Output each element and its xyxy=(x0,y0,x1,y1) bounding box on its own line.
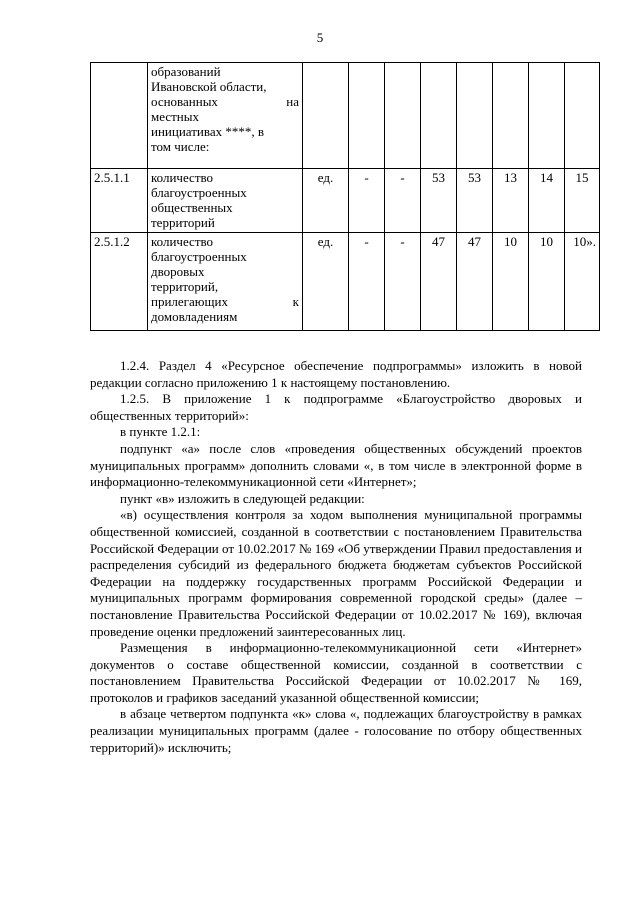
name-line: инициативах ****, в xyxy=(151,124,264,139)
row-value xyxy=(457,63,493,169)
row-value: 53 xyxy=(457,169,493,233)
name-line xyxy=(151,94,299,109)
row-value: 47 xyxy=(457,233,493,331)
paragraph: подпункт «а» после слов «проведения общественных обсуждений проектов муниципальных программ» дополнить словами «, в том числе в электронной форме в информационно-телекоммуникационной сети «Интернет»; xyxy=(90,440,582,490)
row-value xyxy=(385,63,421,169)
table-row xyxy=(91,169,600,233)
name-word: основанных xyxy=(151,94,218,109)
paragraph: «в) осуществления контроля за ходом выполнения муниципальной программы общественной комиссией, созданной в соответствии с постановлением Правительства Российской Федерации от 10.02.2017 № 169 «Об утверждении Правил предоставления и распределения субсидий из федерального бюджета бюджетам субъектов Российской Федерации на поддержку государственных программ Российской Федерации и муниципальных программ формирования современной городской среды» (далее – постановление Правительства Российской Федерации от 10.02.2017 № 169), включая проведение оценки предложений заинтересованных лиц. xyxy=(90,507,582,639)
name-word: к xyxy=(292,294,299,309)
name-line: благоустроенных xyxy=(151,249,247,264)
row-value xyxy=(421,63,457,169)
row-value xyxy=(493,63,529,169)
row-value: 15 xyxy=(565,169,600,233)
indicators-table xyxy=(90,62,600,331)
row-value: - xyxy=(385,233,421,331)
paragraph: в абзаце четвертом подпункта «к» слова «, подлежащих благоустройству в рамках реализации муниципальных программ (далее - голосование по отбору общественных территорий)» исключить; xyxy=(90,706,582,755)
row-number xyxy=(91,63,148,169)
table-row xyxy=(91,63,600,169)
row-value: 10». xyxy=(565,233,600,331)
name-line: общественных xyxy=(151,200,233,215)
name-word: прилегающих xyxy=(151,294,228,309)
row-value xyxy=(529,63,565,169)
row-value: 10 xyxy=(529,233,565,331)
name-line: территорий, xyxy=(151,279,219,294)
paragraph: 1.2.4. Раздел 4 «Ресурсное обеспечение подпрограммы» изложить в новой редакции согласно приложению 1 к настоящему постановлению. xyxy=(90,358,582,390)
name-line: количество xyxy=(151,170,214,185)
paragraph: 1.2.5. В приложение 1 к подпрограмме «Благоустройство дворовых и общественных территорий»: xyxy=(90,391,582,423)
row-value: 47 xyxy=(421,233,457,331)
name-line: благоустроенных xyxy=(151,185,247,200)
paragraph: Размещения в информационно-телекоммуникационной сети «Интернет» документов о составе общественной комиссии, созданной в соответствии с постановлением Правительства Российской Федерации от 10.02.2017 № 169, протоколов и графиков заседаний указанной общественной комиссии; xyxy=(90,640,582,705)
row-value: - xyxy=(349,169,385,233)
row-number: 2.5.1.2 xyxy=(91,233,148,331)
row-name xyxy=(148,63,303,169)
row-unit: ед. xyxy=(303,169,349,233)
row-value: - xyxy=(385,169,421,233)
row-value: - xyxy=(349,233,385,331)
row-number: 2.5.1.1 xyxy=(91,169,148,233)
row-unit xyxy=(303,63,349,169)
table-row xyxy=(91,233,600,331)
name-line: Ивановской области, xyxy=(151,79,267,94)
name-line: количество xyxy=(151,234,214,249)
row-value xyxy=(565,63,600,169)
row-name xyxy=(148,169,303,233)
row-value xyxy=(349,63,385,169)
name-word: на xyxy=(286,94,299,109)
name-line: том числе: xyxy=(151,139,210,154)
name-line: местных xyxy=(151,109,199,124)
name-line: территорий xyxy=(151,215,215,230)
name-line: домовладениям xyxy=(151,309,238,324)
row-value: 10 xyxy=(493,233,529,331)
name-line: образований xyxy=(151,64,221,79)
row-value: 14 xyxy=(529,169,565,233)
row-unit: ед. xyxy=(303,233,349,331)
page-number: 5 xyxy=(316,30,324,45)
document-body xyxy=(90,358,582,756)
row-value: 13 xyxy=(493,169,529,233)
paragraph: в пункте 1.2.1: xyxy=(120,424,201,440)
paragraph: пункт «в» изложить в следующей редакции: xyxy=(120,490,365,506)
name-line xyxy=(151,294,299,309)
row-name xyxy=(148,233,303,331)
name-line: дворовых xyxy=(151,264,205,279)
row-value: 53 xyxy=(421,169,457,233)
